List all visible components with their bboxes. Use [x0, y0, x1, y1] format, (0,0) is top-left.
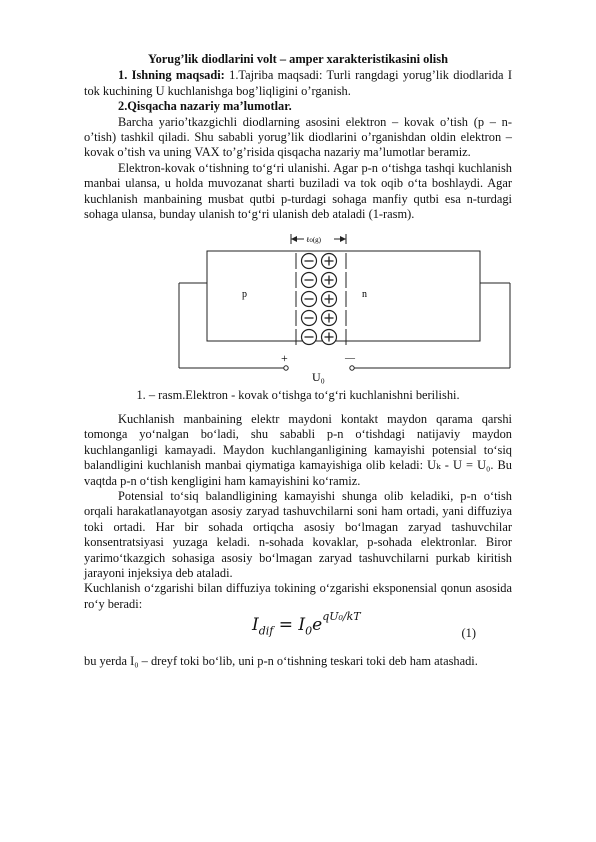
- paragraph-4: Potensial to‘siq balandligining kamayishi shunga olib keladiki, p-n o‘tish orqali harakatlanayotgan asosiy zaryad tashuvchilarni soni ham ortadi, yani diffuziya toki ortadi. Har bir sohada ortiqcha asosiy bo‘lmagan zaryad tashuvchilar konsentratsiyasi yuzaga keladi. n-sohada kovaklar, p-sohada elektronlar. Biror yarimo‘tkazgich sohasiga asosiy bo‘lmagan zaryad tashuvchilarni purkab kiritish jarayoni injeksiya deb ataladi.: [84, 488, 512, 580]
- depletion-charges: [296, 253, 346, 345]
- equation-number: (1): [461, 626, 476, 641]
- paragraph-2: Elektron-kovak o‘tishning to‘g‘ri ulanishi. Agar p-n o‘tishga tashqi kuchlanish manbai ulansa, u holda muvozanat sharti buziladi va tok oqib o‘ta boshlaydi. Agar kuchlanish manbaining musbat qutbi p-turdagi sohaga manfiy qutbi esa n-turdagi sohaga ulansa, bunday ulanish to‘g‘ri ulanish deb ataladi (1-rasm).: [84, 160, 512, 222]
- paragraph-5: Kuchlanish o‘zgarishi bilan diffuziya tokining o‘zgarishi eksponensial qonun asosida ro‘y beradi:: [84, 581, 512, 611]
- formula-lhs: I: [252, 615, 259, 636]
- figure-caption: 1. – rasm.Elektron - kovak o‘tishga to‘g‘ri kuchlanishni berilishi.: [136, 388, 460, 403]
- formula-rhs: I: [298, 615, 306, 636]
- n-region-label: n: [362, 289, 367, 301]
- document-page: [84, 52, 512, 670]
- section-objective: [84, 68, 512, 99]
- section-theory-heading: [84, 99, 512, 114]
- minus-terminal-sign: —: [345, 353, 355, 365]
- paragraph-6: bu yerda I₀ – dreyf toki bo‘lib, uni p-n o‘tishning teskari toki deb ham atashadi.: [84, 654, 478, 669]
- formula-exponent: qU₀/kT: [322, 610, 361, 624]
- formula-exponent-base: e: [312, 615, 323, 636]
- plus-terminal-sign: +: [281, 351, 288, 366]
- formula-equals: =: [273, 615, 299, 636]
- paragraph-1: Barcha yario’tkazgichli diodlarning asosini elektron – kovak o’tish (p – n-o’tish) tashkil qiladi. Shu sababli yorug’lik diodlarini o’rganishdan oldin elektron – kovak o’tish va uning VAX to’g’risida qisqacha nazariy ma’lumotlar beramiz.: [84, 114, 512, 160]
- pn-junction-diagram: [84, 228, 512, 386]
- formula-lhs-sub: dif: [258, 624, 274, 638]
- diffusion-current-formula: [252, 610, 361, 639]
- section-objective-heading: 1. Ishning maqsadi:: [118, 68, 225, 83]
- section-theory-heading-text: 2.Qisqacha nazariy ma’lumotlar.: [118, 99, 292, 114]
- paragraph-3: Kuchlanish manbaining elektr maydoni kontakt maydon qarama qarshi tomonga yo‘nalgan bo‘ladi, shu sababli p-n o‘tishdagi natijaviy maydon kuchlanganligi kamayadi. Maydon kuchlanganligining kamayishi potensial to‘siq balandligini kuchlanish manbai qiymatiga kamayishiga olib keladi: Uₖ - U = U₀. Bu vaqtda p-n o‘tish kengligini ham kamayishini ko‘ramiz.: [84, 411, 512, 488]
- equation-1: [84, 610, 512, 650]
- terminal-plus: [284, 366, 288, 370]
- section-objective-text: 1.Tajriba maqsadi: Turli rangdagi yorug’lik diodlarida I tok kuchining U kuchlanishga bog’liqligini o’rganish.: [84, 68, 512, 98]
- arrow-left-icon: [291, 236, 297, 242]
- arrow-right-icon: [340, 236, 346, 242]
- p-region-label: p: [242, 289, 247, 301]
- width-label: ℓo(g): [306, 236, 322, 245]
- terminal-minus: [350, 366, 354, 370]
- semiconductor-block: [207, 251, 480, 341]
- page-title: Yorug’lik diodlarini volt – amper xarakteristikasini olish: [148, 52, 448, 66]
- formula-rhs-sub: 0: [305, 624, 313, 638]
- source-voltage-label: U₀: [312, 370, 325, 385]
- figure-pn-junction: [84, 228, 512, 386]
